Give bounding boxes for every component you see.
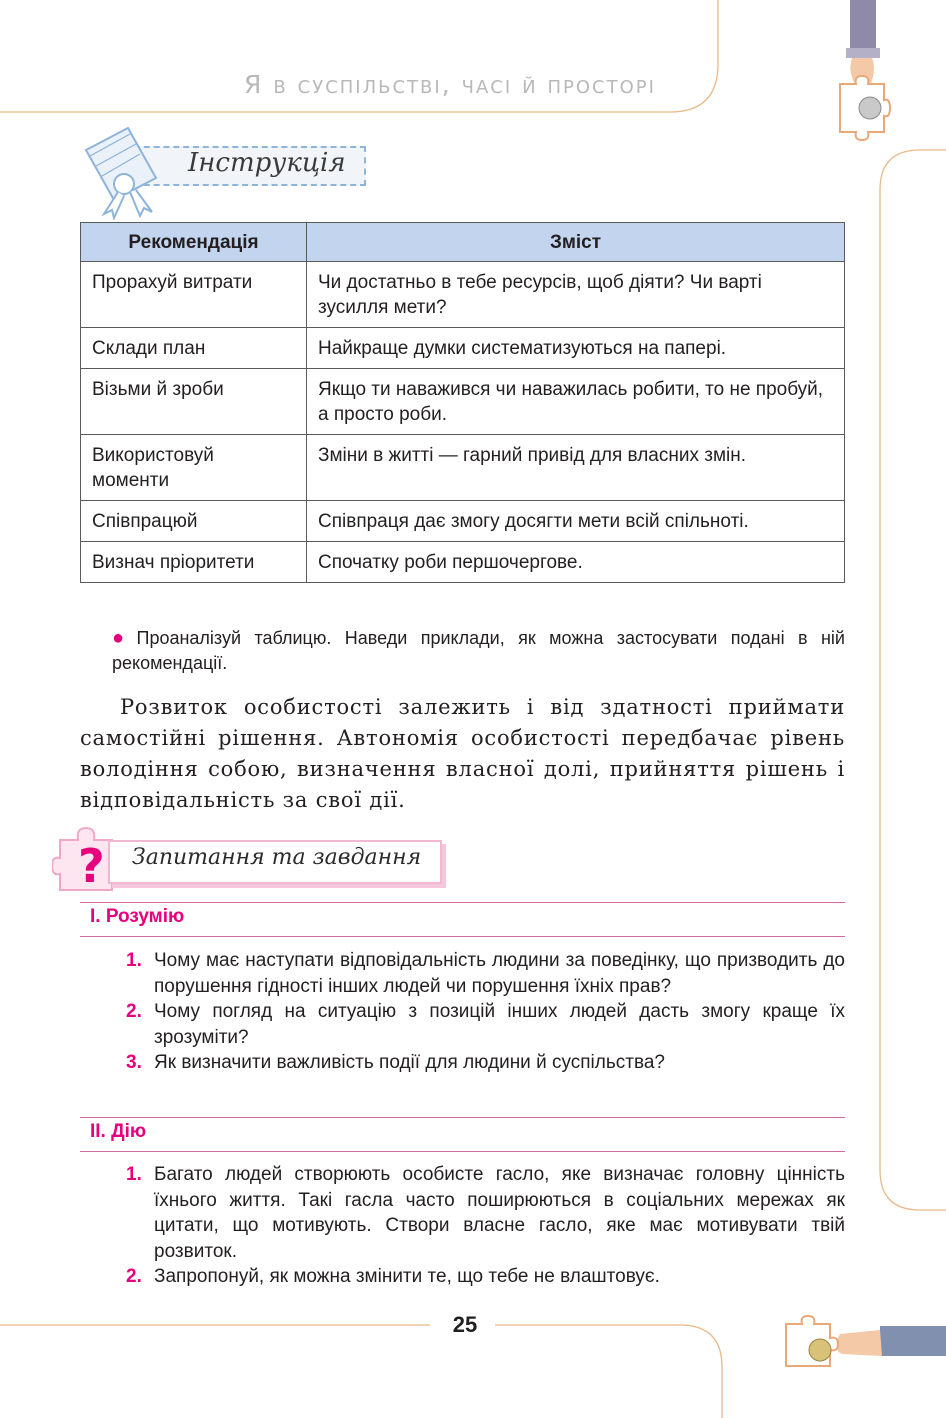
item-text: Чому має наступати відповідальність людини за поведінку, що призводить до порушення гідності інших людей чи порушення їхніх прав? (154, 950, 845, 997)
item-number: 2. (126, 1266, 142, 1288)
table-row (81, 369, 845, 435)
svg-text:?: ? (78, 839, 105, 893)
item-number: 3. (126, 1052, 142, 1074)
instruction-label: Інструкція (188, 148, 346, 178)
table-cell: Зміни в житті — гарний привід для власних змін. (307, 435, 845, 501)
table-cell: Склади план (81, 328, 307, 369)
table-row (81, 501, 845, 542)
questions-title: Запитання та завдання (132, 845, 422, 870)
table-row (81, 542, 845, 583)
header-title: Я в суспільстві, часі й просторі (244, 70, 656, 99)
item-text: Багато людей створюють особисте гасло, яке визначає головну цінність їхнього життя. Такі гасла часто поширюються в соціальних мережах як цитати, що мотивують. Створи власне гасло, яке має мотивувати твій розвиток. (154, 1164, 845, 1262)
table-row (81, 262, 845, 328)
section-divider (80, 902, 845, 903)
table-cell: Співпрацюй (81, 501, 307, 542)
section-divider (80, 936, 845, 937)
section-title-act: ІІ. Дію (90, 1121, 147, 1142)
page-number: 25 (452, 1312, 478, 1337)
item-number: 1. (126, 1164, 142, 1185)
table-note (112, 626, 845, 676)
list-item (126, 948, 845, 999)
item-text: Чому погляд на ситуацію з позицій інших людей дасть змогу краще їх зрозуміти? (154, 1001, 845, 1048)
scroll-icon (78, 120, 168, 220)
table-cell: Чи достатньо в тебе ресурсів, щоб діяти? Чи варті зусилля мети? (307, 262, 845, 328)
table-row (81, 328, 845, 369)
list-item (126, 999, 845, 1050)
body-paragraph: Розвиток особистості залежить і від здатності приймати самостійні рішення. Автономія особистості передбачає рівень володіння собою, визначення власної долі, прийняття рішень і відповідальність за свої дії. (80, 695, 845, 812)
table-row (81, 435, 845, 501)
section-divider (80, 1151, 845, 1152)
item-text: Запропонуй, як можна змінити те, що тебе не влаштовує. (154, 1266, 660, 1288)
list-item (126, 1264, 845, 1290)
section-divider (80, 1117, 845, 1118)
table-cell: Якщо ти наважився чи наважилась робити, то не пробуй, а просто роби. (307, 369, 845, 435)
table-cell: Співпраця дає змогу досягти мети всій спільноті. (307, 501, 845, 542)
table-cell: Візьми й зроби (81, 369, 307, 435)
item-number: 1. (126, 950, 142, 971)
item-number: 2. (126, 1001, 142, 1023)
note-text: Проаналізуй таблицю. Наведи приклади, як можна застосувати подані в ній рекомендації. (112, 628, 845, 673)
question-list-act (126, 1162, 845, 1290)
item-text: Як визначити важливість події для людини й суспільства? (154, 1052, 665, 1074)
table-header-recommendation: Рекомендація (81, 223, 307, 262)
list-item (126, 1050, 845, 1076)
list-item (126, 1162, 845, 1264)
table-cell: Найкраще думки систематизуються на папері. (307, 328, 845, 369)
table-cell: Використовуй моменти (81, 435, 307, 501)
hand-puzzle-icon (832, 0, 892, 146)
table-header-content: Зміст (307, 223, 845, 262)
table-cell: Спочатку роби першочергове. (307, 542, 845, 583)
hand-puzzle-bottom-icon (780, 1312, 946, 1372)
section-title-understand: І. Розумію (90, 906, 185, 927)
table-cell: Визнач пріоритети (81, 542, 307, 583)
bullet-icon: ● (112, 627, 133, 649)
question-list-understand (126, 948, 845, 1076)
table-cell: Прорахуй витрати (81, 262, 307, 328)
recommendations-table (80, 222, 845, 583)
